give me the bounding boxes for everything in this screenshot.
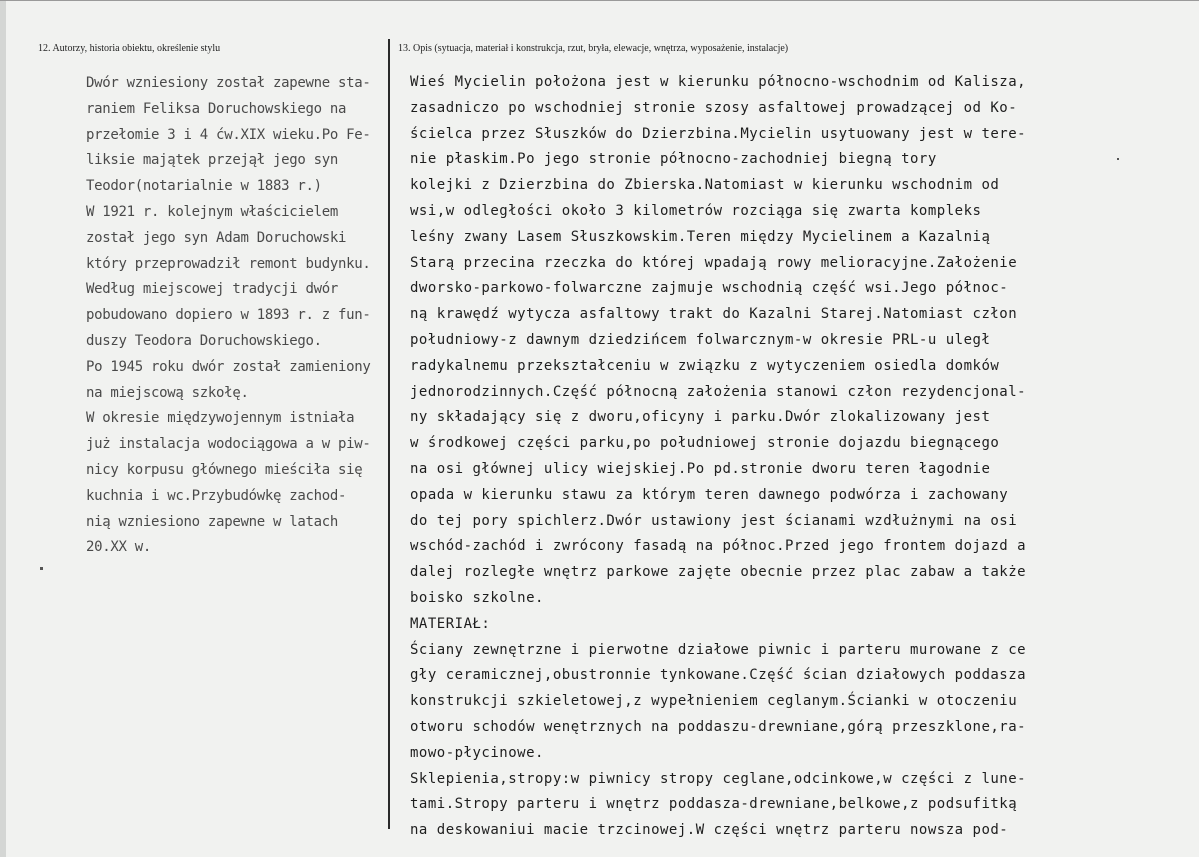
description-text-line: dworsko-parkowo-folwarczne zajmuje wschodnią część wsi.Jego północ- [410,280,1009,297]
history-text-line: który przeprowadził remont budynku. [86,255,371,272]
column-divider [388,39,390,829]
description-text-line: tami.Stropy parteru i wnętrz poddasza-drewniane,belkowe,z podsufitką [410,796,1018,813]
history-text-line: Teodor(notarialnie w 1883 r.) [86,178,322,195]
history-text-line: przełomie 3 i 4 ćw.XIX wieku.Po Fe- [86,126,371,143]
description-text-line: kolejki z Dzierzbina do Zbierska.Natomiast w kierunku wschodnim od [410,177,1000,194]
description-text-line: MATERIAŁ: [410,615,491,632]
history-text-line: W okresie międzywojennym istniała [86,410,355,427]
description-text-line: opada w kierunku stawu za którym teren dawnego podwórza i zachowany [410,486,1009,503]
description-text-line: w środkowej części parku,po południowej stronie dojazdu biegnącego [410,435,1000,452]
history-text-line: duszy Teodora Doruchowskiego. [86,332,322,349]
description-text-line: leśny zwany Lasem Słuszkowskim.Teren między Mycielinem a Kazalnią [410,228,991,245]
description-text-line: otworu schodów wenętrznych na poddaszu-drewniane,górą przeszklone,ra- [410,718,1027,735]
description-text-line: zasadniczo po wschodniej stronie szosy asfaltowej prowadzącej od Ko- [410,99,1018,116]
description-text-line: na osi głównej ulicy wiejskiej.Po pd.stronie dworu teren łagodnie [410,460,991,477]
history-text-line: Dwór wzniesiony został zapewne sta- [86,75,371,91]
description-text-line: Wieś Mycielin położona jest w kierunku północno-wschodnim od Kalisza, [410,74,1027,90]
history-text-line: nicy korpusu głównego mieściła się [86,461,363,478]
history-text-line: liksie majątek przejął jego syn [86,152,338,169]
description-text-line: gły ceramicznej,obustronnie tynkowane.Część ścian działowych poddasza [410,667,1027,684]
history-text-line: 20.XX w. [86,539,152,556]
history-text-line: W 1921 r. kolejnym właścicielem [86,203,338,220]
scan-mark [40,567,43,570]
page-edge [0,1,6,857]
history-text-line: Po 1945 roku dwór został zamieniony [86,358,371,375]
history-text-line: nią wzniesiono zapewne w latach [86,513,338,530]
section-12-heading: 12. Autorzy, historia obiektu, określenie stylu [38,43,221,54]
description-text-line: ścielca przez Słuszków do Dzierzbina.Mycielin usytuowany jest w tere- [410,125,1027,142]
description-text-line: Sklepienia,stropy:w piwnicy stropy ceglane,odcinkowe,w części z lune- [410,770,1027,787]
history-text-line: raniem Feliksa Doruchowskiego na [86,100,347,117]
history-text-line: na miejscową szkołę. [86,384,249,401]
description-text-line: boisko szkolne. [410,589,544,606]
description-text-line: Ściany zewnętrzne i pierwotne działowe piwnic i parteru murowane z ce [410,641,1027,658]
history-text-line: pobudowano dopiero w 1893 r. z fun- [86,307,371,324]
description-text-line: wsi,w odległości około 3 kilometrów rozciąga się zwarta kompleks [410,202,982,219]
description-text-block [410,70,1190,844]
history-text-line: został jego syn Adam Doruchowski [86,229,347,246]
scan-mark [1117,158,1119,160]
description-text-line: jednorodzinnych.Część północną założenia stanowi człon rezydencjonal- [410,383,1027,400]
description-text-line: mowo-płycinowe. [410,744,544,761]
description-text-line: konstrukcji szkieletowej,z wypełnieniem ceglanym.Ścianki w otoczeniu [410,693,1018,710]
history-text-block [86,71,381,561]
history-text-line: kuchnia i wc.Przybudówkę zachod- [86,487,347,504]
description-text-line: na deskowaniui macie trzcinowej.W części wnętrz parteru nowsza pod- [410,822,1009,839]
description-text-line: Starą przecina rzeczka do której wpadają rowy melioracyjne.Założenie [410,254,1018,271]
history-text-line: Według miejscowej tradycji dwór [86,281,338,298]
section-13-heading: 13. Opis (sytuacja, materiał i konstrukcja, rzut, bryła, elewacje, wnętrza, wyposażenie, instalacje) [398,43,789,54]
description-text-line: do tej pory spichlerz.Dwór ustawiony jest ścianami wzdłużnymi na osi [410,512,1018,529]
history-text-line: już instalacja wodociągowa a w piw- [86,436,371,453]
description-text-line: nie płaskim.Po jego stronie północno-zachodniej biegną tory [410,151,937,168]
description-text-line: ną krawędź wytycza asfaltowy trakt do Kazalni Starej.Natomiast człon [410,306,1018,323]
description-text-line: ny składający się z dworu,oficyny i parku.Dwór zlokalizowany jest [410,409,991,426]
description-text-line: wschód-zachód i zwrócony fasadą na północ.Przed jego frontem dojazd a [410,538,1027,555]
description-text-line: dalej rozległe wnętrz parkowe zajęte obecnie przez plac zabaw a także [410,564,1027,581]
description-text-line: radykalnemu przekształceniu w związku z wytyczeniem osiedla domków [410,357,1000,374]
description-text-line: południowy-z dawnym dziedzińcem folwarcznym-w okresie PRL-u uległ [410,331,991,348]
